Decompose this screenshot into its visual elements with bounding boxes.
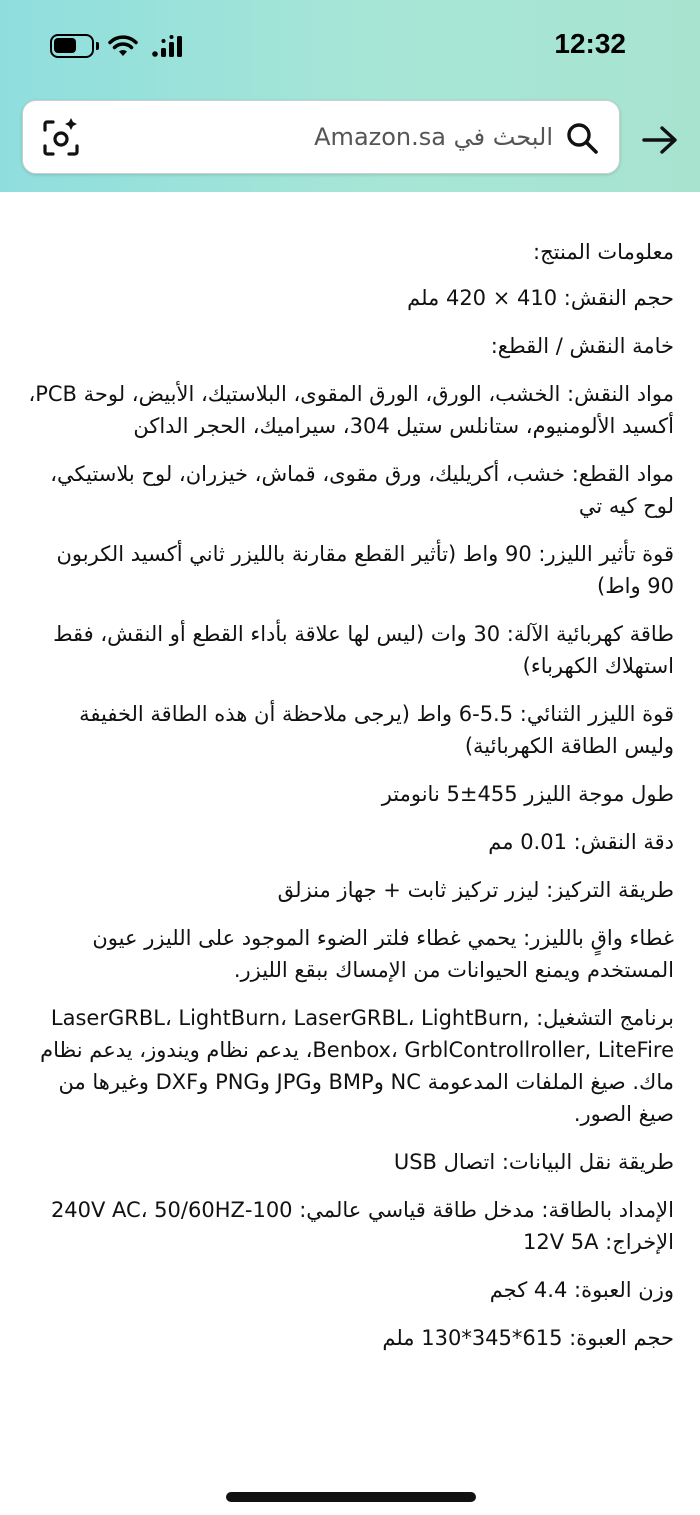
product-info [26, 236, 674, 1370]
wifi-icon [108, 34, 138, 58]
spec-laser-effect-power: قوة تأثير الليزر: 90 واط (تأثير القطع مقارنة بالليزر ثاني أكسيد الكربون 90 واط) [56, 542, 674, 598]
search-input[interactable] [22, 100, 620, 174]
spec-diode-laser-power: قوة الليزر الثنائي: 5.5-6 واط (يرجى ملاحظة أن هذه الطاقة الخفيفة وليس الطاقة الكهربائية) [79, 702, 674, 758]
search-icon[interactable] [565, 121, 599, 155]
back-arrow-icon[interactable] [640, 120, 680, 160]
spec-engraving-size: حجم النقش: 410 × 420 ملم [407, 286, 674, 310]
spec-protective-cover: غطاء واقٍ بالليزر: يحمي غطاء فلتر الضوء الموجود على الليزر عيون المستخدم ويمنع الحيوانات من الإمساك ببقع الليزر. [92, 926, 674, 982]
spec-precision: دقة النقش: 0.01 مم [488, 830, 674, 854]
spec-power-supply: الإمداد بالطاقة: مدخل طاقة قياسي عالمي: 100-240V AC، 50/60HZ الإخراج: 12V 5A [50, 1198, 674, 1254]
spec-package-size: حجم العبوة: 615*345*130 ملم [382, 1326, 674, 1350]
spec-software: برنامج التشغيل: LaserGRBL، LightBurn، LaserGRBL، LightBurn, Benbox، GrblControllroller, LiteFire، يدعم نظام ويندوز، يدعم نظام ماك. صيغ الملفات المدعومة NC وBMP وJPG وPNG وDXF وغيرها من صيغ الصور. [40, 1006, 674, 1126]
status-time: 12:32 [554, 28, 626, 59]
spec-machine-power: طاقة كهربائية الآلة: 30 وات (ليس لها علاقة بأداء القطع أو النقش، فقط استهلاك الكهرباء) [53, 622, 674, 678]
cellular-icon [152, 35, 186, 57]
spec-engraving-materials: مواد النقش: الخشب، الورق، الورق المقوى، البلاستيك، الأبيض، لوحة PCB، أكسيد الألومنيوم، ستانلس ستيل 304، سيراميك، الحجر الداكن [28, 382, 674, 438]
status-icons [50, 34, 186, 58]
spec-focus-method: طريقة التركيز: ليزر تركيز ثابت + جهاز منزلق [277, 878, 674, 902]
spec-cutting-materials: مواد القطع: خشب، أكريليك، ورق مقوى، قماش، خيزران، لوح بلاستيكي، لوح كيه تي [50, 462, 674, 518]
spec-material-heading: خامة النقش / القطع: [490, 334, 674, 358]
product-info-heading: معلومات المنتج: [533, 240, 674, 264]
spec-data-transfer: طريقة نقل البيانات: اتصال USB [393, 1150, 674, 1174]
header-area [0, 0, 700, 192]
home-indicator[interactable] [226, 1492, 476, 1502]
battery-icon [50, 34, 94, 58]
camera-icon[interactable] [41, 118, 81, 158]
search-row [0, 100, 700, 176]
search-placeholder: البحث في Amazon.sa [314, 123, 553, 151]
spec-wavelength: طول موجة الليزر 455±5 نانومتر [381, 782, 674, 806]
status-bar [0, 0, 700, 96]
spec-package-weight: وزن العبوة: 4.4 كجم [489, 1278, 674, 1302]
